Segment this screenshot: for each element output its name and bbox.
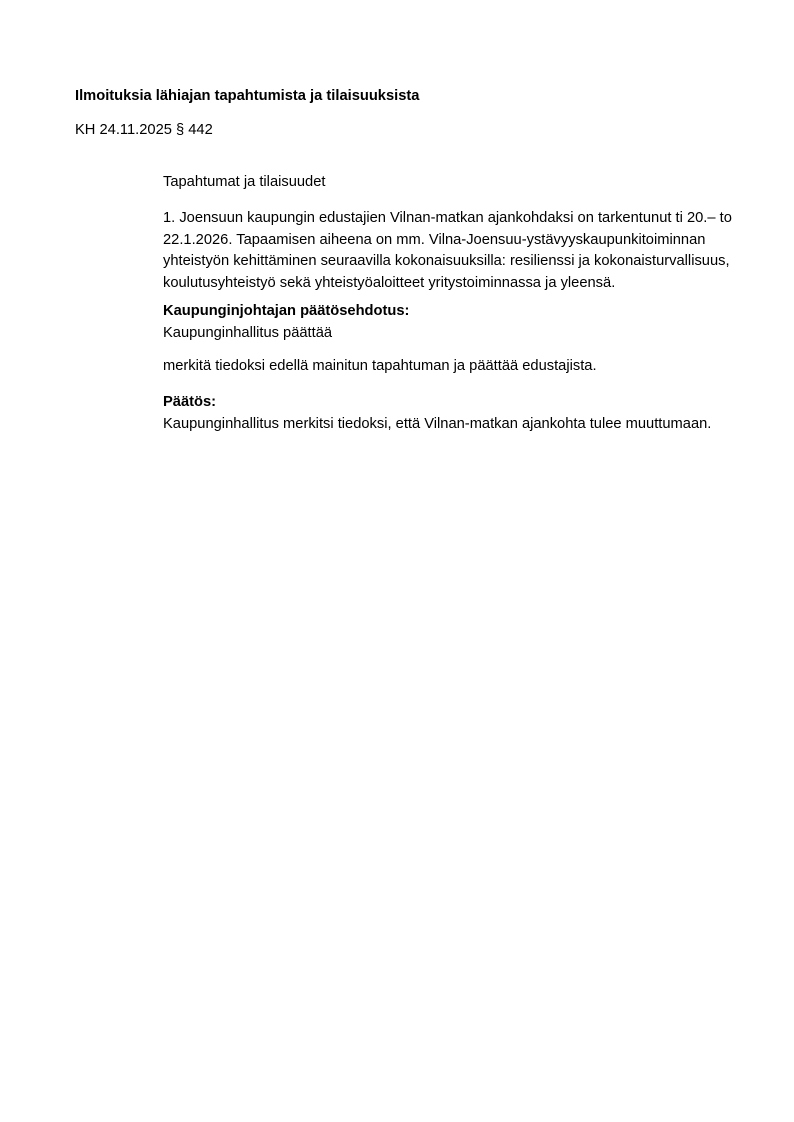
- decision-text: Kaupunginhallitus merkitsi tiedoksi, että Vilnan-matkan ajankohta tulee muuttumaan.: [163, 415, 712, 432]
- event-paragraph-line: 22.1.2026. Tapaamisen aiheena on mm. Vilna-Joensuu-ystävyyskaupunkitoiminnan: [163, 231, 706, 248]
- decision-section: [163, 392, 749, 435]
- reference-line: KH 24.11.2025 § 442: [75, 122, 213, 138]
- events-subheading: Tapahtumat ja tilaisuudet: [163, 174, 326, 190]
- proposal-text: merkitä tiedoksi edellä mainitun tapahtuman ja päättää edustajista.: [163, 358, 597, 374]
- event-paragraph-line: koulutusyhteistyö sekä yhteistyöaloitteet yritystoiminnassa ja yleensä.: [163, 275, 616, 292]
- document-title: Ilmoituksia lähiajan tapahtumista ja tilaisuuksista: [75, 88, 420, 104]
- event-paragraph-line: 1. Joensuun kaupungin edustajien Vilnan-matkan ajankohdaksi on tarkentunut ti 20.– to: [163, 210, 732, 226]
- proposal-heading: Kaupunginjohtajan päätösehdotus:: [163, 303, 410, 319]
- decision-heading: Päätös:: [163, 394, 217, 410]
- event-paragraph-line: yhteistyön kehittäminen seuraavilla kokonaisuuksilla: resilienssi ja kokonaisturvallisuus,: [163, 253, 730, 270]
- event-paragraph: [163, 208, 749, 295]
- proposal-section: [163, 301, 749, 344]
- proposal-intro: Kaupunginhallitus päättää: [163, 324, 333, 341]
